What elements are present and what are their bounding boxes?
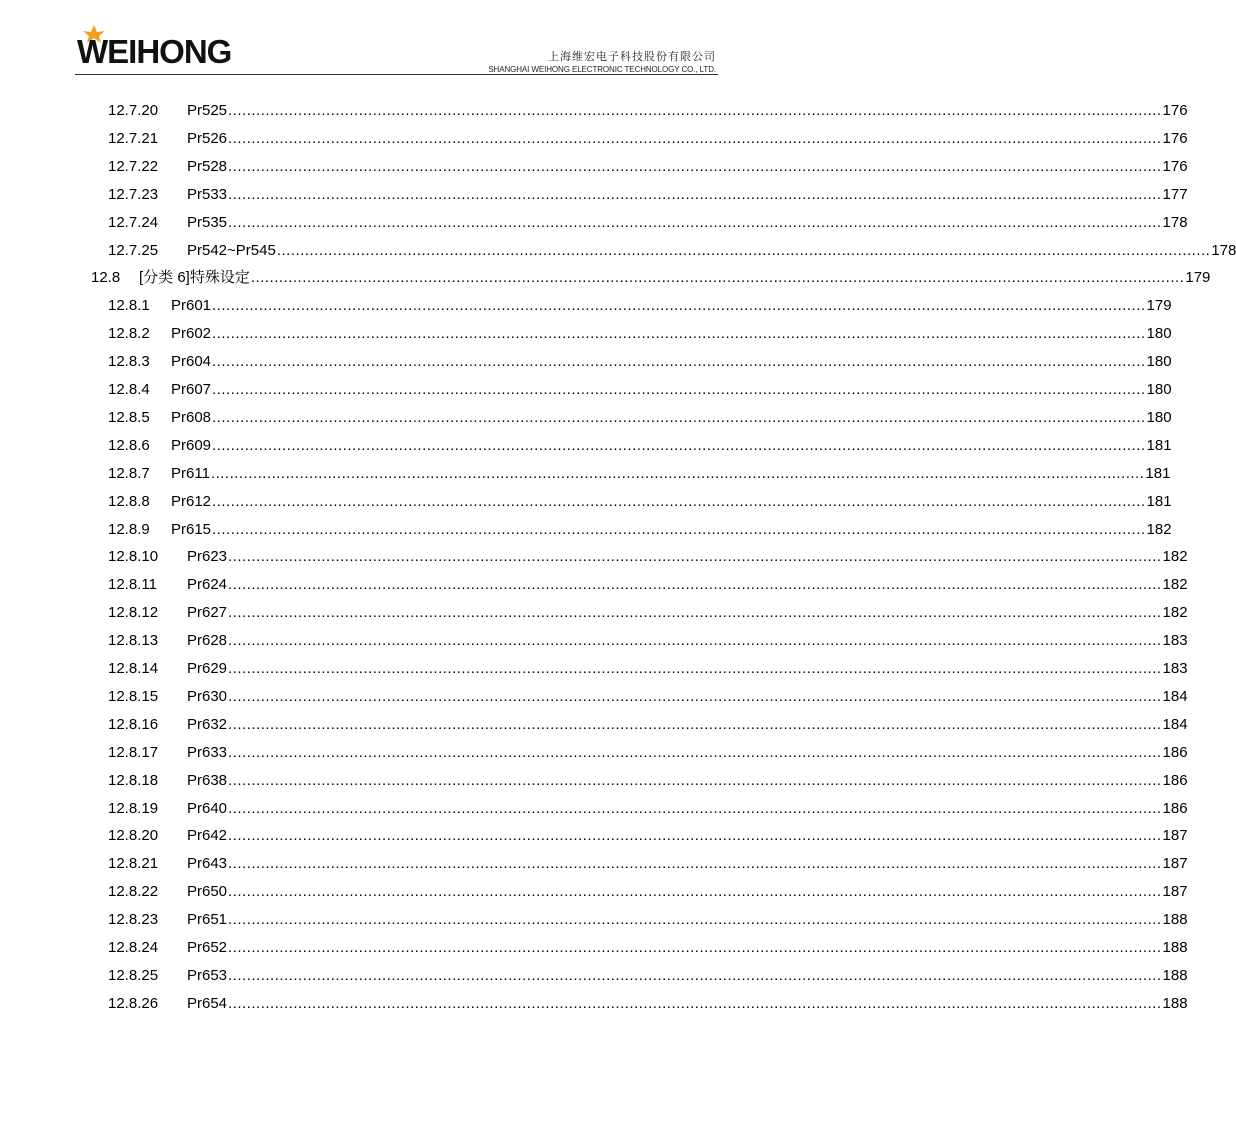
toc-entry[interactable]: [108, 602, 1188, 624]
toc-entry[interactable]: [108, 937, 1188, 959]
toc-dot-leader: ........................................................................................................................................................................................................: [228, 743, 1162, 761]
header-divider: [75, 74, 718, 75]
toc-entry-number: 12.8.7: [108, 464, 150, 482]
toc-entry-title: Pr615: [171, 520, 212, 538]
toc-entry[interactable]: [108, 184, 1188, 206]
toc-entry-number: 12.8.13: [108, 632, 159, 650]
toc-entry[interactable]: [108, 658, 1188, 680]
toc-entry-number: 12.8.1: [108, 297, 150, 315]
toc-dot-leader: ........................................................................................................................................................................................................: [228, 157, 1162, 175]
toc-entry-page: 187: [1162, 883, 1188, 901]
toc-entry-title: Pr633: [187, 743, 228, 761]
toc-entry[interactable]: [108, 742, 1188, 764]
toc-entry-number: 12.8.9: [108, 520, 150, 538]
toc-dot-leader: ........................................................................................................................................................................................................: [212, 436, 1146, 454]
toc-entry-number: 12.8.16: [108, 715, 159, 733]
toc-entry[interactable]: [91, 267, 1211, 289]
toc-entry[interactable]: [108, 965, 1188, 987]
toc-entry-title: Pr608: [171, 408, 212, 426]
toc-entry[interactable]: [108, 240, 1236, 262]
toc-dot-leader: ........................................................................................................................................................................................................: [212, 408, 1146, 426]
toc-entry-number: 12.8.25: [108, 966, 159, 984]
toc-dot-leader: ........................................................................................................................................................................................................: [212, 353, 1146, 371]
toc-dot-leader: ........................................................................................................................................................................................................: [228, 548, 1162, 566]
toc-entry-title: Pr535: [187, 213, 228, 231]
logo-text: WEIHONG: [77, 33, 232, 70]
toc-entry-title: Pr653: [187, 966, 228, 984]
toc-entry[interactable]: [108, 128, 1188, 150]
toc-dot-leader: ........................................................................................................................................................................................................: [212, 297, 1146, 315]
toc-entry-page: 176: [1162, 102, 1188, 119]
toc-dot-leader: ........................................................................................................................................................................................................: [212, 520, 1146, 538]
toc-entry-title: Pr643: [187, 855, 228, 873]
toc-entry[interactable]: [108, 519, 1172, 541]
toc-entry-title: Pr604: [171, 353, 212, 371]
toc-entry-title: Pr638: [187, 771, 228, 789]
toc-entry-number: 12.8.22: [108, 883, 159, 901]
toc-entry-number: 12.8.6: [108, 436, 150, 454]
toc-dot-leader: ........................................................................................................................................................................................................: [228, 966, 1162, 984]
toc-dot-leader: ........................................................................................................................................................................................................: [228, 883, 1162, 901]
toc-entry-title: Pr612: [171, 492, 212, 510]
toc-entry-page: 188: [1162, 939, 1188, 956]
toc-entry[interactable]: [108, 463, 1171, 485]
toc-entry-number: 12.8.14: [108, 660, 159, 677]
toc-entry-number: 12.7.25: [108, 241, 159, 259]
toc-entry-number: 12.7.22: [108, 157, 159, 175]
toc-entry-title: Pr525: [187, 102, 228, 119]
toc-entry-page: 177: [1162, 185, 1188, 203]
toc-entry-number: 12.7.23: [108, 185, 159, 203]
toc-entry-number: 12.8.24: [108, 939, 159, 956]
toc-dot-leader: ........................................................................................................................................................................................................: [228, 632, 1162, 650]
toc-dot-leader: ........................................................................................................................................................................................................: [228, 604, 1162, 622]
toc-dot-leader: ........................................................................................................................................................................................................: [228, 911, 1162, 929]
toc-entry[interactable]: [108, 491, 1172, 513]
toc-entry-number: 12.8.19: [108, 799, 159, 817]
toc-entry-number: 12.8.12: [108, 604, 159, 622]
toc-entry-title: Pr526: [187, 129, 228, 147]
toc-entry[interactable]: [108, 100, 1188, 122]
toc-dot-leader: ........................................................................................................................................................................................................: [228, 660, 1162, 677]
toc-entry[interactable]: [108, 909, 1188, 931]
toc-dot-leader: ........................................................................................................................................................................................................: [228, 715, 1162, 733]
toc-dot-leader: ........................................................................................................................................................................................................: [228, 213, 1162, 231]
toc-entry[interactable]: [108, 686, 1188, 708]
toc-entry[interactable]: [108, 379, 1172, 401]
toc-entry[interactable]: [108, 574, 1188, 596]
toc-entry-page: 182: [1146, 520, 1172, 538]
toc-entry-page: 182: [1162, 576, 1188, 594]
page-header: [75, 24, 718, 76]
toc-entry-number: 12.8.21: [108, 855, 159, 873]
toc-entry-page: 188: [1162, 911, 1188, 929]
toc-entry-page: 186: [1162, 771, 1188, 789]
toc-entry-title: [分类 6]特殊设定: [139, 269, 250, 287]
toc-entry-number: 12.8.8: [108, 492, 150, 510]
toc-entry[interactable]: [108, 630, 1188, 652]
toc-entry-page: 183: [1162, 632, 1188, 650]
toc-dot-leader: ........................................................................................................................................................................................................: [228, 855, 1162, 873]
toc-entry[interactable]: [108, 435, 1172, 457]
toc-entry-number: 12.7.20: [108, 102, 159, 119]
toc-entry-page: 184: [1162, 715, 1188, 733]
toc-entry-page: 187: [1162, 827, 1188, 845]
toc-entry-page: 180: [1146, 325, 1172, 343]
toc-entry[interactable]: [108, 853, 1188, 875]
toc-entry-title: Pr542~Pr545: [187, 241, 276, 259]
toc-entry-page: 188: [1162, 994, 1188, 1012]
toc-entry[interactable]: [108, 295, 1172, 317]
toc-entry-title: Pr602: [171, 325, 212, 343]
toc-entry-page: 179: [1185, 269, 1211, 287]
toc-entry-number: 12.8.20: [108, 827, 159, 845]
toc-dot-leader: ........................................................................................................................................................................................................: [228, 576, 1162, 594]
toc-entry-page: 178: [1211, 241, 1236, 259]
toc-entry[interactable]: [108, 770, 1188, 792]
toc-dot-leader: ........................................................................................................................................................................................................: [212, 381, 1146, 398]
toc-entry-page: 176: [1162, 129, 1188, 147]
toc-entry-number: 12.8.15: [108, 687, 159, 705]
toc-entry-page: 183: [1162, 660, 1188, 677]
toc-entry-title: Pr533: [187, 185, 228, 203]
toc-entry-page: 184: [1162, 687, 1188, 705]
toc-entry-page: 182: [1162, 604, 1188, 622]
toc-entry-title: Pr624: [187, 576, 228, 594]
toc-entry-page: 181: [1146, 492, 1172, 510]
toc-entry-title: Pr611: [171, 464, 210, 482]
toc-entry-title: Pr628: [187, 632, 228, 650]
toc-dot-leader: ........................................................................................................................................................................................................: [276, 241, 1211, 259]
toc-entry[interactable]: [108, 798, 1188, 820]
toc-entry-title: Pr642: [187, 827, 228, 845]
toc-entry-number: 12.7.24: [108, 213, 159, 231]
weihong-logo: [75, 24, 255, 70]
toc-entry[interactable]: [108, 993, 1188, 1015]
toc-entry-number: 12.8: [91, 269, 121, 287]
toc-dot-leader: ........................................................................................................................................................................................................: [210, 464, 1145, 482]
toc-dot-leader: ........................................................................................................................................................................................................: [212, 325, 1146, 343]
toc-entry-title: Pr627: [187, 604, 228, 622]
toc-entry-page: 180: [1146, 381, 1172, 398]
toc-entry-page: 178: [1162, 213, 1188, 231]
toc-entry-number: 12.8.5: [108, 408, 150, 426]
toc-entry-page: 188: [1162, 966, 1188, 984]
toc-dot-leader: ........................................................................................................................................................................................................: [228, 129, 1162, 147]
toc-entry-title: Pr630: [187, 687, 228, 705]
toc-dot-leader: ........................................................................................................................................................................................................: [250, 269, 1185, 287]
toc-entry-number: 12.8.2: [108, 325, 150, 343]
toc-entry-title: Pr640: [187, 799, 228, 817]
toc-entry-number: 12.8.17: [108, 743, 159, 761]
toc-entry-title: Pr528: [187, 157, 228, 175]
toc-dot-leader: ........................................................................................................................................................................................................: [228, 687, 1162, 705]
toc-entry-title: Pr654: [187, 994, 228, 1012]
toc-entry[interactable]: [108, 881, 1188, 903]
toc-entry[interactable]: [108, 825, 1188, 847]
toc-entry-number: 12.8.10: [108, 548, 159, 566]
toc-entry-number: 12.8.11: [108, 576, 157, 594]
toc-entry[interactable]: [108, 156, 1188, 178]
toc-entry[interactable]: [108, 212, 1188, 234]
toc-entry-page: 180: [1146, 353, 1172, 371]
toc-entry-number: 12.8.4: [108, 381, 150, 398]
toc-dot-leader: ........................................................................................................................................................................................................: [228, 827, 1162, 845]
toc-entry-title: Pr601: [171, 297, 212, 315]
toc-entry-title: Pr651: [187, 911, 228, 929]
toc-dot-leader: ........................................................................................................................................................................................................: [228, 102, 1162, 119]
toc-entry[interactable]: [108, 546, 1188, 568]
toc-dot-leader: ........................................................................................................................................................................................................: [228, 939, 1162, 956]
toc-entry-page: 176: [1162, 157, 1188, 175]
toc-entry-number: 12.8.23: [108, 911, 159, 929]
toc-entry-title: Pr629: [187, 660, 228, 677]
toc-entry-title: Pr607: [171, 381, 212, 398]
toc-entry-title: Pr609: [171, 436, 212, 454]
toc-entry-number: 12.8.18: [108, 771, 159, 789]
toc-entry-title: Pr632: [187, 715, 228, 733]
toc-dot-leader: ........................................................................................................................................................................................................: [212, 492, 1146, 510]
toc-entry[interactable]: [108, 351, 1172, 373]
toc-dot-leader: ........................................................................................................................................................................................................: [228, 185, 1162, 203]
toc-entry-page: 182: [1162, 548, 1188, 566]
toc-entry-page: 180: [1146, 408, 1172, 426]
toc-entry[interactable]: [108, 407, 1172, 429]
toc-entry-page: 186: [1162, 799, 1188, 817]
company-name-cn: 上海维宏电子科技股份有限公司: [548, 50, 716, 63]
toc-entry[interactable]: [108, 323, 1172, 345]
toc-entry-number: 12.8.26: [108, 994, 159, 1012]
toc-entry-title: Pr623: [187, 548, 228, 566]
toc-entry-number: 12.8.3: [108, 353, 150, 371]
toc-entry-page: 181: [1146, 436, 1172, 454]
toc-entry-title: Pr650: [187, 883, 228, 901]
toc-entry-title: Pr652: [187, 939, 228, 956]
toc-dot-leader: ........................................................................................................................................................................................................: [228, 994, 1162, 1012]
toc-dot-leader: ........................................................................................................................................................................................................: [228, 799, 1162, 817]
toc-entry[interactable]: [108, 714, 1188, 736]
toc-entry-page: 179: [1146, 297, 1172, 315]
toc-entry-page: 181: [1145, 464, 1171, 482]
toc-dot-leader: ........................................................................................................................................................................................................: [228, 771, 1162, 789]
company-name-en: SHANGHAI WEIHONG ELECTRONIC TECHNOLOGY CO., LTD.: [488, 65, 716, 74]
toc-entry-number: 12.7.21: [108, 129, 159, 147]
toc-entry-page: 187: [1162, 855, 1188, 873]
toc-entry-page: 186: [1162, 743, 1188, 761]
